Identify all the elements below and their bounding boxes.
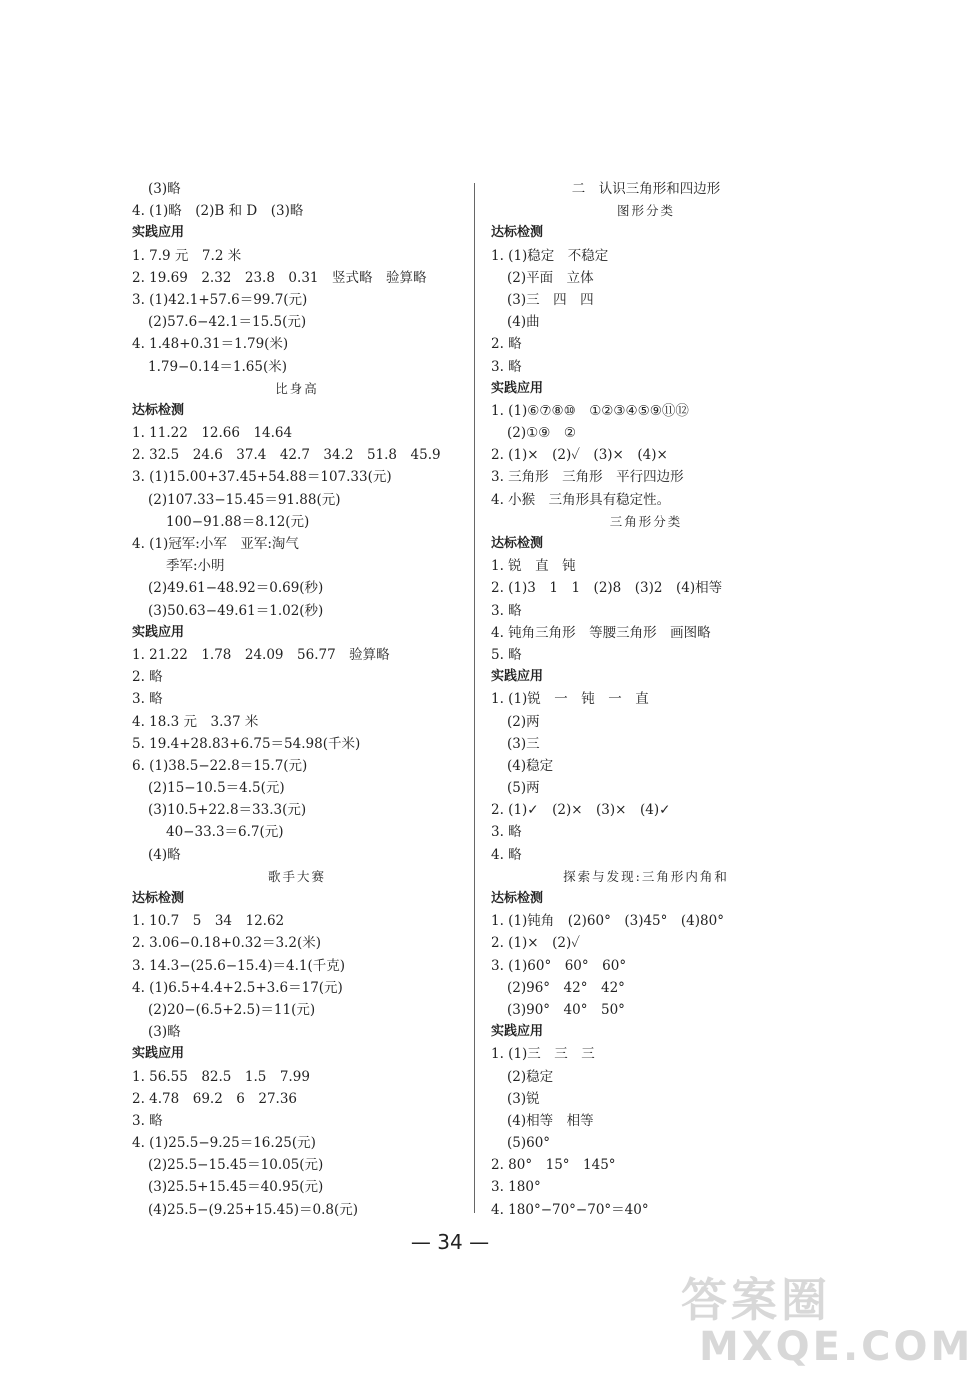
- answer-line: 100−91.88＝8.12(元): [166, 513, 310, 530]
- answer-line: (2)96° 42° 42°: [507, 979, 625, 996]
- answer-line: 3. 三角形 三角形 平行四边形: [491, 469, 684, 486]
- answer-line: (3)50.63−49.61＝1.02(秒): [148, 602, 324, 619]
- answer-line: 5. 19.4+28.83+6.75＝54.98(千米): [132, 735, 361, 752]
- watermark-logo: [681, 1264, 973, 1382]
- answer-line: 1. 锐 直 钝: [491, 558, 576, 575]
- section-heading: 达标检测: [132, 402, 185, 418]
- answer-line: 1. 56.55 82.5 1.5 7.99: [132, 1068, 310, 1085]
- answer-line: 2. (1)3 1 1 (2)8 (3)2 (4)相等: [491, 580, 723, 597]
- answer-line: 3. (1)60° 60° 60°: [491, 957, 627, 974]
- answer-line: 4. (1)6.5+4.4+2.5+3.6＝17(元): [132, 979, 343, 996]
- answer-line: (3)三 四 四: [507, 291, 594, 308]
- answer-line: (5)60°: [507, 1135, 551, 1152]
- answer-line: 3. 略: [132, 1112, 163, 1129]
- answer-line: (4)稳定: [507, 757, 554, 774]
- answer-line: (3)略: [148, 181, 181, 197]
- answer-line: 1. (1)钝角 (2)60° (3)45° (4)80°: [491, 913, 724, 930]
- section-heading: 达标检测: [491, 225, 544, 241]
- answer-line: 4. 略: [491, 846, 522, 863]
- answer-line: (3)三: [507, 735, 540, 752]
- answer-line: (2)两: [507, 713, 540, 730]
- section-title: 图形分类: [616, 203, 675, 219]
- answer-line: 1. 7.9 元 7.2 米: [132, 247, 242, 264]
- answer-line: (3)锐: [507, 1090, 540, 1107]
- answer-line: (5)两: [507, 780, 540, 797]
- answer-line: (3)25.5+15.45＝40.95(元): [148, 1179, 324, 1196]
- page-number: — 34 —: [410, 1230, 490, 1254]
- answer-line: 1. (1)稳定 不稳定: [491, 247, 609, 264]
- section-title: 三角形分类: [609, 513, 683, 529]
- section-heading: 实践应用: [491, 669, 544, 685]
- answer-line: 4. (1)冠军:小军 亚军:淘气: [132, 536, 299, 552]
- answer-line: 4. 1.48+0.31＝1.79(米): [132, 336, 289, 353]
- answer-line: (2)107.33−15.45＝91.88(元): [148, 491, 341, 508]
- answer-line: 3. (1)42.1+57.6＝99.7(元): [132, 291, 308, 308]
- answer-line: 2. (1)✓ (2)× (3)× (4)✓: [491, 802, 671, 819]
- answer-line: 季军:小明: [166, 558, 225, 575]
- section-title: 比身高: [275, 380, 319, 396]
- answer-line: (4)相等 相等: [507, 1112, 594, 1129]
- answer-line: (2)25.5−15.45＝10.05(元): [148, 1157, 324, 1174]
- column-divider: [474, 183, 475, 1213]
- answer-line: (2)49.61−48.92＝0.69(秒): [148, 580, 324, 597]
- answer-line: (2)稳定: [507, 1068, 554, 1085]
- answer-line: 2. 略: [491, 336, 522, 353]
- answer-line: 3. 14.3−(25.6−15.4)＝4.1(千克): [132, 957, 346, 974]
- answer-line: (2)57.6−42.1＝15.5(元): [148, 314, 307, 331]
- answer-line: 1. 21.22 1.78 24.09 56.77 验算略: [132, 646, 390, 663]
- answer-line: 4. 180°−70°−70°＝40°: [491, 1201, 649, 1218]
- answer-line: 6. (1)38.5−22.8＝15.7(元): [132, 757, 308, 774]
- answer-line: 4. (1)25.5−9.25＝16.25(元): [132, 1135, 316, 1152]
- section-title: 歌手大赛: [267, 868, 326, 884]
- section-heading: 实践应用: [491, 380, 544, 396]
- section-title: 二 认识三角形和四边形: [571, 181, 721, 197]
- answer-line: 4. 18.3 元 3.37 米: [132, 713, 259, 730]
- answer-line: 2. 3.06−0.18+0.32＝3.2(米): [132, 935, 321, 952]
- answer-line: 1. 11.22 12.66 14.64: [132, 425, 293, 442]
- answer-line: 40−33.3＝6.7(元): [166, 824, 284, 841]
- answer-line: 5. 略: [491, 646, 522, 663]
- answer-line: 4. (1)略 (2)B 和 D (3)略: [132, 203, 304, 220]
- answer-line: 2. (1)× (2)✓: [491, 935, 580, 952]
- answer-line: 4. 钝角三角形 等腰三角形 画图略: [491, 624, 711, 641]
- section-heading: 实践应用: [132, 1046, 185, 1062]
- answer-line: (2)15−10.5＝4.5(元): [148, 780, 285, 797]
- answer-line: 1. (1)⑥⑦⑧⑩ ①②③④⑤⑨⑪⑫: [491, 402, 689, 419]
- answer-line: (2)①⑨ ②: [507, 425, 576, 442]
- answer-line: 1.79−0.14＝1.65(米): [148, 358, 288, 375]
- answer-line: (3)略: [148, 1024, 181, 1041]
- answer-line: 3. 略: [132, 691, 163, 708]
- answer-line: 3. 略: [491, 602, 522, 619]
- answer-line: (4)略: [148, 846, 181, 863]
- section-heading: 实践应用: [132, 225, 185, 241]
- answer-line: 1. (1)锐 一 钝 一 直: [491, 691, 649, 708]
- answer-line: 2. 80° 15° 145°: [491, 1157, 616, 1174]
- answer-line: (4)25.5−(9.25+15.45)＝0.8(元): [148, 1201, 359, 1218]
- answer-line: 2. 4.78 69.2 6 27.36: [132, 1090, 298, 1107]
- answer-line: (4)曲: [507, 314, 540, 331]
- answer-line: 1. 10.7 5 34 12.62: [132, 913, 285, 930]
- answer-line: 3. 略: [491, 358, 522, 375]
- answer-line: 3. 略: [491, 824, 522, 841]
- answer-line: (2)平面 立体: [507, 269, 594, 286]
- left-column: [132, 178, 462, 1221]
- section-heading: 实践应用: [491, 1024, 544, 1040]
- section-title: 探索与发现:三角形内角和: [563, 868, 729, 884]
- answer-line: 1. (1)三 三 三: [491, 1046, 595, 1063]
- answer-line: 3. (1)15.00+37.45+54.88＝107.33(元): [132, 469, 392, 486]
- answer-line: (3)90° 40° 50°: [507, 1001, 625, 1018]
- answer-line: 2. 略: [132, 669, 163, 686]
- watermark-text-bottom: MXQE.COM: [699, 1324, 973, 1370]
- section-heading: 达标检测: [491, 891, 544, 906]
- section-heading: 达标检测: [491, 536, 544, 551]
- section-heading: 达标检测: [132, 891, 185, 906]
- watermark-text-top: 答案圈: [681, 1273, 831, 1327]
- answer-line: 2. 32.5 24.6 37.4 42.7 34.2 51.8 45.9: [132, 447, 441, 464]
- answer-line: (3)10.5+22.8＝33.3(元): [148, 802, 307, 819]
- answer-line: (2)20−(6.5+2.5)＝11(元): [148, 1001, 316, 1018]
- section-heading: 实践应用: [132, 624, 185, 640]
- answer-line: 2. 19.69 2.32 23.8 0.31 竖式略 验算略: [132, 269, 427, 286]
- answer-line: 4. 小猴 三角形具有稳定性。: [491, 491, 671, 508]
- answer-line: 2. (1)× (2)✓ (3)× (4)×: [491, 447, 668, 464]
- answer-line: 3. 180°: [491, 1179, 541, 1196]
- right-column: [491, 178, 801, 1221]
